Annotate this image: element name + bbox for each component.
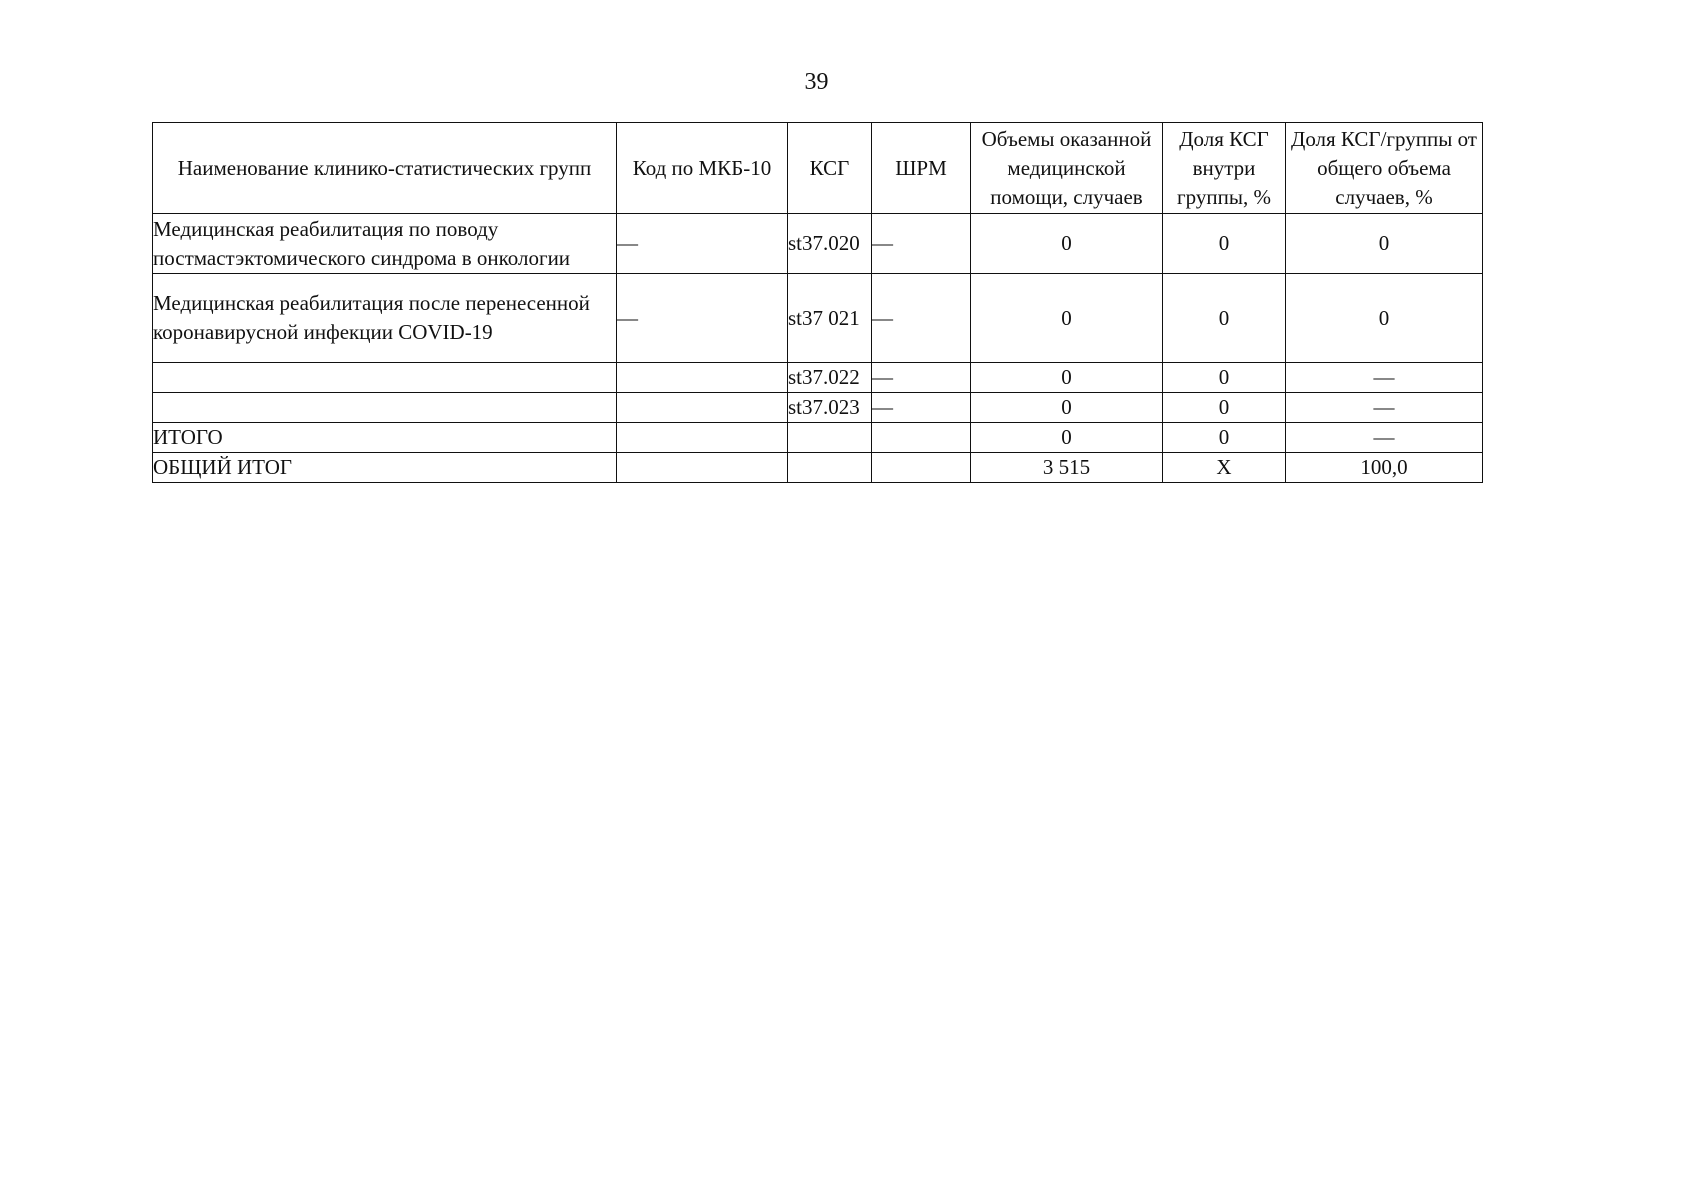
cell-group-name: Медицинская реабилитация по поводу постмастэктомического синдрома в онкологии: [153, 214, 617, 274]
cell-share-total: —: [1286, 363, 1483, 393]
cell-share-in-group: 0: [1163, 214, 1286, 274]
header-share-in-group: Доля КСГ внутри группы, %: [1163, 123, 1286, 214]
cell-share-total: 0: [1286, 274, 1483, 363]
header-share-total: Доля КСГ/группы от общего объема случаев, %: [1286, 123, 1483, 214]
cell-volume: 3 515: [971, 453, 1163, 483]
cell-ksg: st37.022: [788, 363, 872, 393]
cell-ksg: [788, 453, 872, 483]
header-shrm: ШРМ: [872, 123, 971, 214]
cell-shrm: —: [872, 274, 971, 363]
cell-shrm: [872, 453, 971, 483]
cell-share-total: 100,0: [1286, 453, 1483, 483]
cell-volume: 0: [971, 363, 1163, 393]
page-number: 39: [804, 69, 829, 95]
cell-shrm: —: [872, 393, 971, 423]
cell-mkb-code: —: [617, 214, 788, 274]
header-volume: Объемы оказанной медицинской помощи, случаев: [971, 123, 1163, 214]
table-row-grand-total: [153, 453, 1483, 483]
header-ksg: КСГ: [788, 123, 872, 214]
cell-share-total: 0: [1286, 214, 1483, 274]
cell-volume: 0: [971, 393, 1163, 423]
cell-mkb-code: —: [617, 274, 788, 363]
cell-mkb-code: [617, 453, 788, 483]
ksg-volume-table: [152, 122, 1483, 483]
cell-group-name: [153, 393, 617, 423]
cell-group-name: ОБЩИЙ ИТОГ: [153, 453, 617, 483]
cell-share-total: —: [1286, 393, 1483, 423]
table-row-subtotal: [153, 423, 1483, 453]
table-row: [153, 274, 1483, 363]
table-header-row: [153, 123, 1483, 214]
table-row: [153, 393, 1483, 423]
cell-shrm: —: [872, 363, 971, 393]
header-mkb-code: Код по МКБ-10: [617, 123, 788, 214]
cell-mkb-code: [617, 423, 788, 453]
cell-share-in-group: Х: [1163, 453, 1286, 483]
cell-ksg: [788, 423, 872, 453]
cell-share-in-group: 0: [1163, 274, 1286, 363]
cell-group-name: ИТОГО: [153, 423, 617, 453]
cell-ksg: st37.020: [788, 214, 872, 274]
cell-group-name: Медицинская реабилитация после перенесенной коронавирусной инфекции COVID-19: [153, 274, 617, 363]
cell-group-name: [153, 363, 617, 393]
table-row: [153, 363, 1483, 393]
cell-shrm: [872, 423, 971, 453]
cell-share-in-group: 0: [1163, 363, 1286, 393]
cell-volume: 0: [971, 214, 1163, 274]
cell-volume: 0: [971, 274, 1163, 363]
cell-share-in-group: 0: [1163, 393, 1286, 423]
cell-volume: 0: [971, 423, 1163, 453]
cell-ksg: st37.023: [788, 393, 872, 423]
header-group-name: Наименование клинико-статистических групп: [153, 123, 617, 214]
cell-ksg: st37 021: [788, 274, 872, 363]
cell-mkb-code: [617, 393, 788, 423]
table-row: [153, 214, 1483, 274]
cell-share-in-group: 0: [1163, 423, 1286, 453]
cell-shrm: —: [872, 214, 971, 274]
cell-mkb-code: [617, 363, 788, 393]
cell-share-total: —: [1286, 423, 1483, 453]
